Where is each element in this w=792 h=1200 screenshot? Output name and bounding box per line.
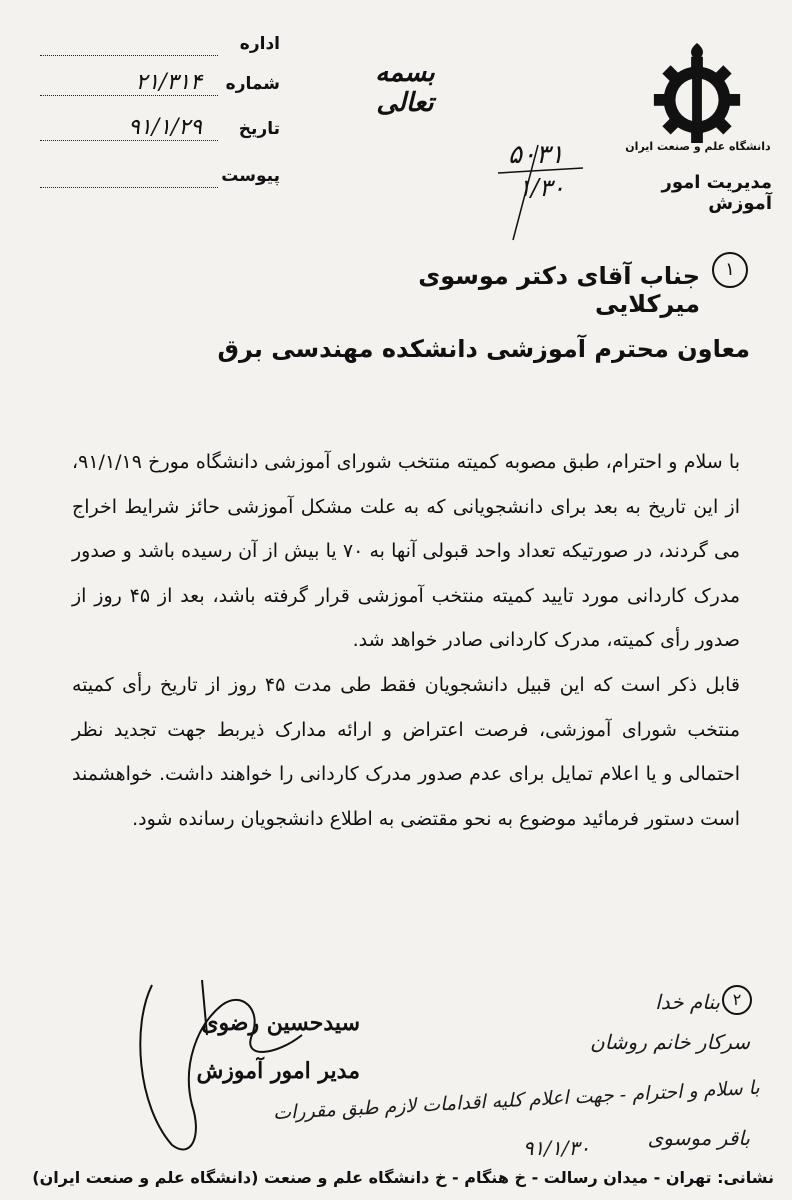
circled-marker-2: ۲: [722, 985, 752, 1015]
meta-label: شماره: [225, 74, 280, 94]
footer-address: نشانی: تهران - میدان رسالت - خ هنگام - خ دانشگاه علم و صنعت (دانشگاه علم و صنعت ایران): [32, 1168, 774, 1187]
meta-line: [40, 187, 218, 188]
meta-line: [40, 55, 218, 56]
university-name: دانشگاه علم و صنعت ایران: [625, 140, 771, 153]
department-name: مدیریت امور آموزش: [661, 172, 772, 214]
paragraph-2: قابل ذکر است که این قبیل دانشجویان فقط طی مدت ۴۵ روز از تاریخ رأی کمیته منتخب شورای آموزشی، فرصت اعتراض و ارائه مدارک ذیربط جهت تجدید نظر احتمالی و یا اعلام تمایل برای عدم صدور مدرک کاردانی را خواهند داشت. خواهشمند است دستور فرمائید موضوع به نحو مقتضی به اطلاع دانشجویان رسانده شود.: [72, 673, 740, 830]
meta-line: [40, 95, 218, 96]
stamp-date: ۱/۳۰: [518, 174, 565, 202]
handwritten-date: ۹۱/۱/۳۰: [522, 1136, 590, 1160]
university-logo-icon: [648, 40, 746, 150]
registration-stamp: [488, 140, 588, 245]
signatory-title: مدیر امور آموزش: [196, 1058, 360, 1084]
meta-value: ۹۱/۱/۲۹: [128, 115, 202, 140]
meta-field-date: [40, 115, 280, 145]
circled-marker-1: ۱: [712, 252, 748, 288]
handwritten-line: بنام خدا: [655, 990, 720, 1014]
addressee-title: معاون محترم آموزشی دانشکده مهندسی برق: [217, 335, 750, 363]
basmala: بسمه تعالی: [375, 58, 435, 118]
addressee: جناب آقای دکتر موسوی میرکلایی: [418, 262, 700, 318]
signatory-name: سیدحسین رضوی: [201, 1010, 360, 1036]
handwritten-line: با سلام و احترام - جهت اعلام کلیه اقدامات لازم طبق مقررات: [272, 1076, 761, 1125]
letter-body: [72, 440, 740, 841]
meta-label: پیوست: [221, 166, 280, 186]
paragraph-1: با سلام و احترام، طبق مصوبه کمیته منتخب شورای آموزشی دانشگاه مورخ ۹۱/۱/۱۹، از این تاریخ به بعد برای دانشجویانی که به علت مشکل آموزشی حائز شرایط اخراج می گردند، در صورتیکه تعداد واحد قبولی آنها به ۷۰ یا بیش از آن رسیده باشد و صدور مدرک کاردانی مورد تایید کمیته منتخب آموزشی قرار گرفته باشد، بعد از ۴۵ روز از صدور رأی کمیته، مدرک کاردانی صادر خواهد شد.: [72, 451, 740, 652]
handwritten-signer: باقر موسوی: [647, 1126, 750, 1150]
meta-line: [40, 140, 218, 141]
stamp-number: ۵۰۳۱: [508, 140, 564, 170]
meta-label: اداره: [239, 34, 280, 54]
meta-label: تاریخ: [238, 119, 280, 139]
handwritten-line: سرکار خانم روشان: [590, 1030, 750, 1054]
meta-value: ۲۱/۳۱۴: [135, 70, 202, 95]
meta-field-attachment: [40, 162, 280, 192]
meta-field-office: [40, 30, 280, 60]
meta-field-number: [40, 70, 280, 100]
